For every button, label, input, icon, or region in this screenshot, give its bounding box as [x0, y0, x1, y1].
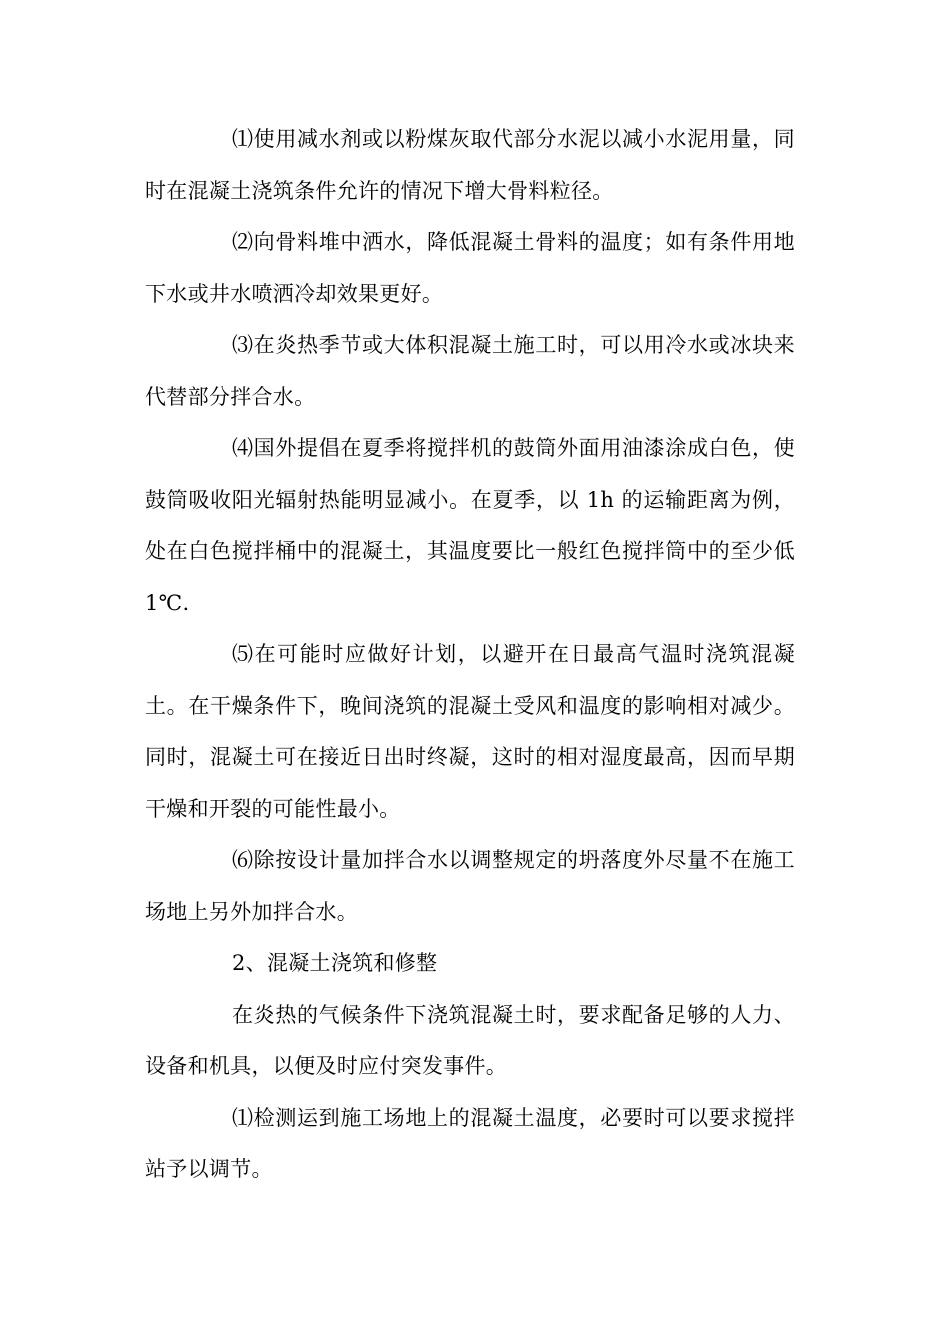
paragraph-mixing-water: ⑹除按设计量加拌合水以调整规定的坍落度外尽量不在施工场地上另外加拌合水。 [145, 848, 795, 924]
paragraph-staffing: 在炎热的气候条件下浇筑混凝土时，要求配备足够的人力、设备和机具，以便及时应付突发事件。 [145, 1002, 795, 1078]
paragraph-temperature-check: ⑴检测运到施工场地上的混凝土温度，必要时可以要求搅拌站予以调节。 [145, 1105, 795, 1181]
paragraph-white-drum: ⑷国外提倡在夏季将搅拌机的鼓筒外面用油漆涂成白色，使鼓筒吸收阳光辐射热能明显减小。在夏季，以 1h 的运输距离为例，处在白色搅拌桶中的混凝土，其温度要比一般红色搅拌筒中的至少低 1℃. [145, 436, 795, 615]
paragraph-cold-water: ⑶在炎热季节或大体积混凝土施工时，可以用冷水或冰块来代替部分拌合水。 [145, 333, 795, 409]
paragraph-scheduling: ⑸在可能时应做好计划，以避开在日最高气温时浇筑混凝土。在干燥条件下，晚间浇筑的混凝土受风和温度的影响相对减少。同时，混凝土可在接近日出时终凝，这时的相对湿度最高，因而早期干燥和开裂的可能性最小。 [145, 642, 795, 821]
paragraph-aggregate-cooling: ⑵向骨料堆中洒水，降低混凝土骨料的温度；如有条件用地下水或井水喷洒冷却效果更好。 [145, 230, 795, 306]
document-body [145, 114, 795, 1196]
section-heading: 2、混凝土浇筑和修整 [232, 951, 438, 975]
paragraph-water-reducer: ⑴使用减水剂或以粉煤灰取代部分水泥以减小水泥用量，同时在混凝土浇筑条件允许的情况下增大骨料粒径。 [145, 127, 795, 203]
